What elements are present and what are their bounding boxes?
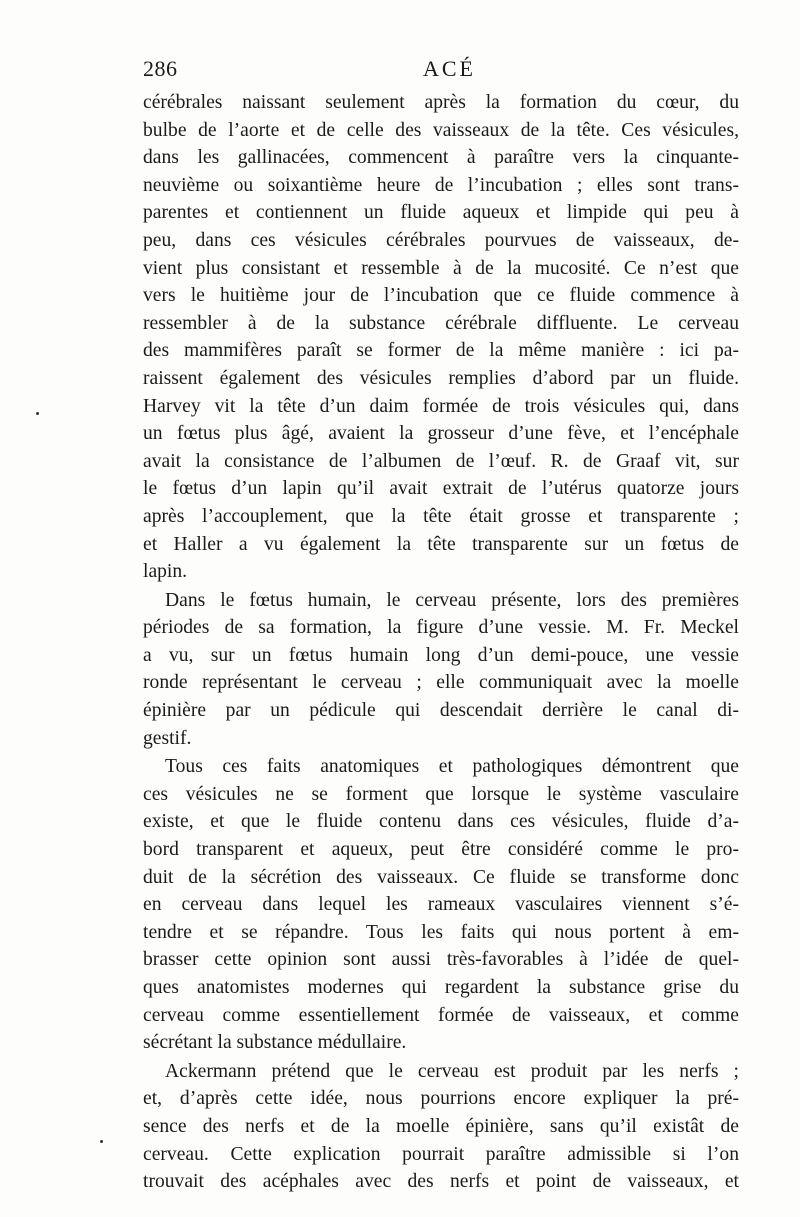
text-line: vient plus consistant et ressemble à de la mucosité. Ce n’est que [143, 257, 739, 279]
ink-speck [100, 1140, 103, 1143]
text-line: tendre et se répandre. Tous les faits qui nous portent à em- [143, 921, 739, 943]
text-line: et, d’après cette idée, nous pourrions encore expliquer la pré- [143, 1088, 739, 1110]
text-line: trouvait des acéphales avec des nerfs et point de vaisseaux, et [143, 1171, 739, 1193]
paragraph-1 [143, 89, 739, 586]
text-line: bord transparent et aqueux, peut être considéré comme le pro- [143, 839, 739, 861]
text-line: en cerveau dans lequel les rameaux vasculaires viennent s’é- [143, 894, 739, 916]
text-line: le fœtus d’un lapin qu’il avait extrait de l’utérus quatorze jours [143, 478, 739, 500]
text-line: Ackermann prétend que le cerveau est produit par les nerfs ; [165, 1060, 739, 1082]
text-line: avait la consistance de l’albumen de l’œuf. R. de Graaf vit, sur [143, 450, 739, 472]
text-line: brasser cette opinion sont aussi très-favorables à l’idée de quel- [143, 949, 739, 971]
text-line: sécrétant la substance médullaire. [143, 1032, 407, 1054]
ink-speck [36, 412, 39, 415]
text-line: neuvième ou soixantième heure de l’incubation ; elles sont trans- [143, 174, 739, 196]
text-line: cerveau. Cette explication pourrait paraître admissible si l’on [143, 1143, 739, 1165]
text-line: cerveau comme essentiellement formée de vaisseaux, et comme [143, 1004, 739, 1026]
text-line: ces vésicules ne se forment que lorsque le système vasculaire [143, 783, 739, 805]
text-line: ressembler à de la substance cérébrale diffluente. Le cerveau [143, 312, 739, 334]
text-line: cérébrales naissant seulement après la formation du cœur, du [143, 92, 739, 113]
page-number: 286 [143, 56, 178, 81]
text-line: raissent également des vésicules remplies d’abord par un fluide. [143, 367, 739, 389]
text-line: parentes et contiennent un fluide aqueux et limpide qui peu à [143, 202, 739, 224]
text-line: périodes de sa formation, la figure d’une vessie. M. Fr. Meckel [143, 617, 739, 639]
text-line: lapin. [143, 561, 188, 583]
text-line: existe, et que le fluide contenu dans ces vésicules, fluide d’a- [143, 811, 739, 833]
paragraph-4 [143, 1058, 739, 1196]
text-line: Harvey vit la tête d’un daim formée de trois vésicules qui, dans [143, 395, 739, 417]
text-line: Tous ces faits anatomiques et pathologiques démontrent que [165, 756, 739, 778]
text-line: Dans le fœtus humain, le cerveau présente, lors des premières [165, 589, 739, 611]
text-line: sence des nerfs et de la moelle épinière, sans qu’il existât de [143, 1115, 739, 1137]
text-line: ques anatomistes modernes qui regardent la substance grise du [143, 977, 739, 998]
text-line: ronde représentant le cerveau ; elle communiquait avec la moelle [143, 672, 739, 694]
text-line: bulbe de l’aorte et de celle des vaisseaux de la tête. Ces vésicules, [143, 119, 739, 141]
text-line: vers le huitième jour de l’incubation que ce fluide commence à [143, 285, 739, 307]
text-line: et Haller a vu également la tête transparente sur un fœtus de [143, 533, 739, 555]
text-line: épinière par un pédicule qui descendait derrière le canal di- [143, 700, 739, 722]
running-title: ACÉ [423, 56, 476, 81]
body-text [143, 89, 739, 1196]
text-line: un fœtus plus âgé, avaient la grosseur d’une fève, et l’encéphale [143, 423, 739, 445]
text-line: gestif. [143, 727, 192, 749]
running-head [143, 56, 743, 86]
text-line: duit de la sécrétion des vaisseaux. Ce fluide se transforme donc [143, 866, 739, 888]
paragraph-2 [143, 587, 739, 753]
paragraph-3 [143, 753, 739, 1057]
text-line: a vu, sur un fœtus humain long d’un demi-pouce, une vessie [143, 644, 739, 666]
text-line: dans les gallinacées, commencent à paraître vers la cinquante- [143, 147, 739, 169]
text-line: peu, dans ces vésicules cérébrales pourvues de vaisseaux, de- [143, 229, 739, 251]
text-line: des mammifères paraît se former de la même manière : ici pa- [143, 340, 739, 362]
text-line: après l’accouplement, que la tête était grosse et transparente ; [143, 505, 739, 527]
